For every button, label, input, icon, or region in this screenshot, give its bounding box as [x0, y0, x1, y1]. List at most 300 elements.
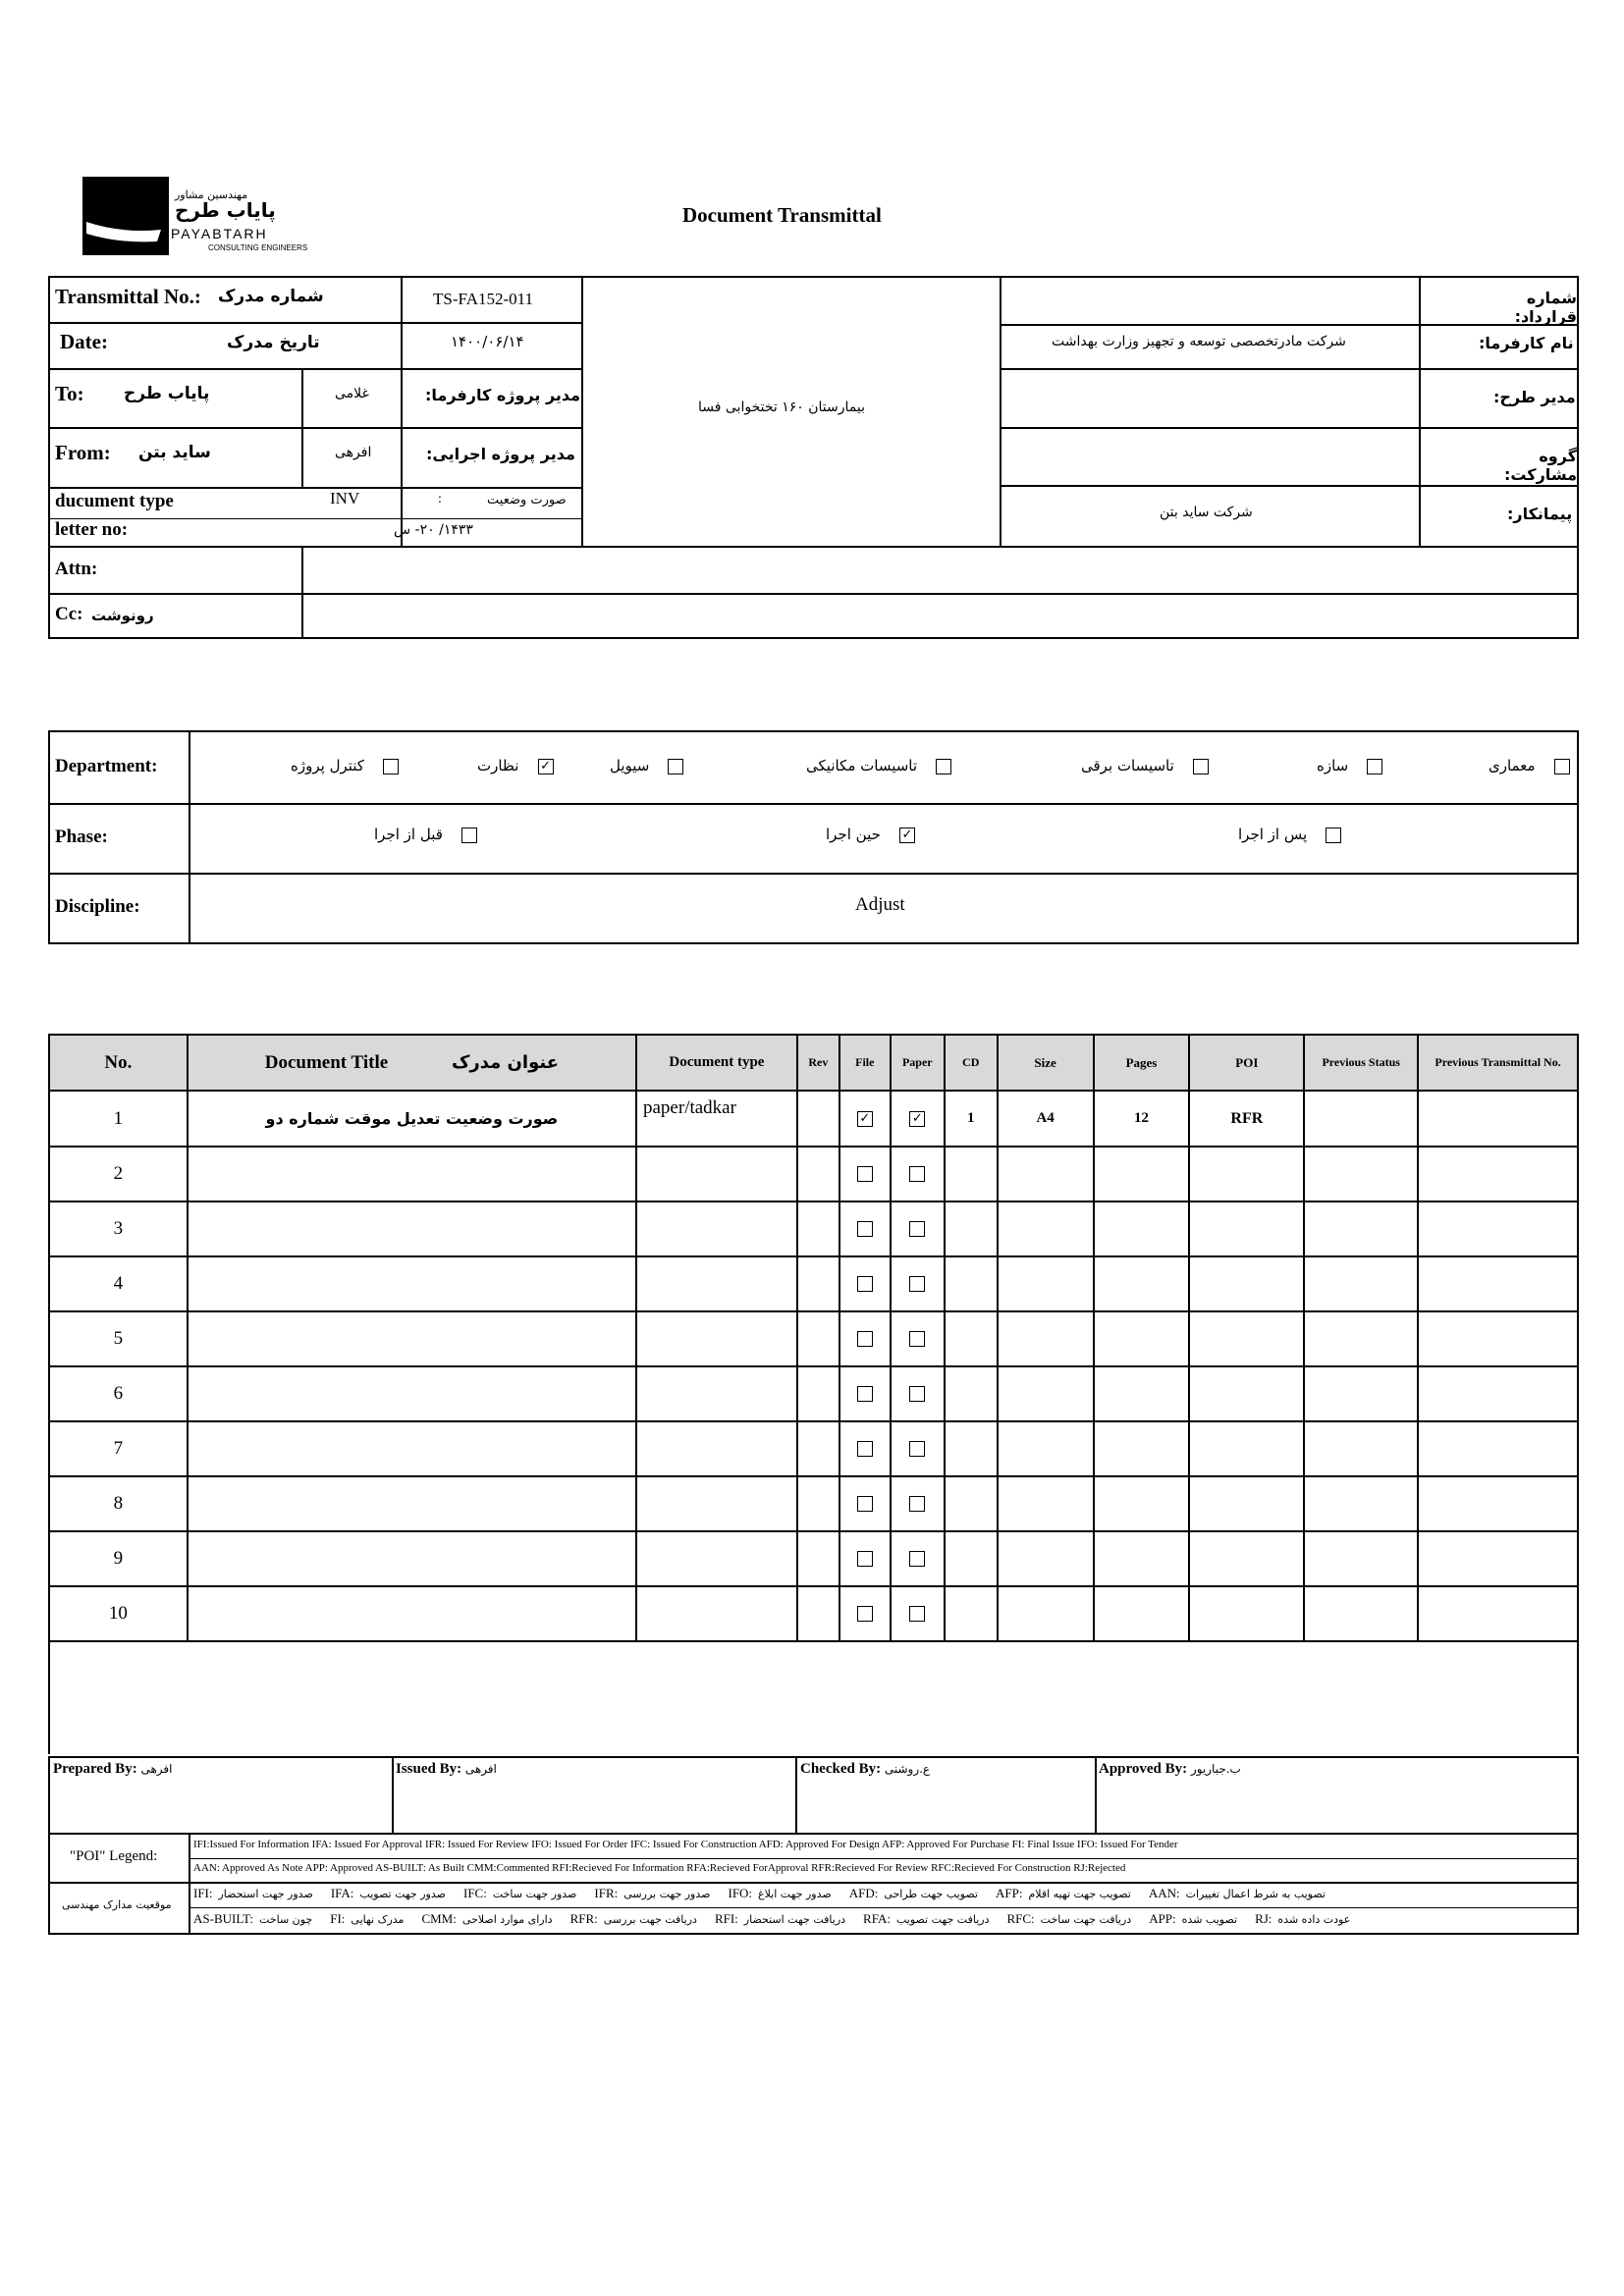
checkbox-icon[interactable] — [383, 759, 399, 774]
checked-by — [800, 1761, 930, 1778]
status-meaning: تصویب شده — [1181, 1913, 1238, 1926]
row-rev — [797, 1091, 839, 1147]
row-no-text: 2 — [113, 1163, 124, 1184]
row-paper — [891, 1531, 945, 1586]
status-meaning: دارای موارد اصلاحی — [461, 1913, 553, 1926]
checkbox-icon[interactable] — [909, 1551, 925, 1567]
row-prev-status — [1304, 1421, 1418, 1476]
status-code: IFI: — [193, 1886, 213, 1900]
from-person: افرهی — [335, 445, 372, 460]
status-code: AFD: — [848, 1886, 879, 1900]
phase-option-after[interactable] — [1238, 825, 1341, 843]
row-cd — [945, 1476, 998, 1531]
row-pages — [1094, 1476, 1190, 1531]
row-file — [839, 1147, 891, 1201]
row-pages — [1094, 1091, 1190, 1147]
status-legend-item — [849, 1886, 978, 1900]
row-paper — [891, 1147, 945, 1201]
status-legend-line1 — [193, 1886, 1343, 1901]
row-prev-status — [1304, 1366, 1418, 1421]
col-prev-status: Previous Status — [1304, 1035, 1418, 1091]
row-file — [839, 1586, 891, 1641]
row-prev-transmittal — [1418, 1256, 1578, 1311]
status-meaning: تصویب به شرط اعمال تغییرات — [1185, 1888, 1326, 1900]
phase-options — [197, 825, 1572, 852]
row-rev — [797, 1201, 839, 1256]
checked-value: ع.روشنی — [884, 1762, 931, 1776]
checkbox-checked-icon[interactable]: ✓ — [909, 1111, 925, 1127]
row-no-text: 5 — [113, 1328, 124, 1349]
row-prev-transmittal — [1418, 1201, 1578, 1256]
partner-label: گروه مشارکت: — [1503, 447, 1577, 484]
to-person: غلامی — [335, 386, 369, 401]
row-rev — [797, 1256, 839, 1311]
status-code: RFC: — [1006, 1911, 1035, 1926]
dept-label: تاسیسات برقی — [1081, 757, 1174, 774]
row-prev-status — [1304, 1201, 1418, 1256]
row-paper — [891, 1201, 945, 1256]
logo-en-name: PAYABTARH — [171, 226, 268, 241]
row-cd — [945, 1311, 998, 1366]
row-rev — [797, 1311, 839, 1366]
status-code: CMM: — [421, 1911, 457, 1926]
contractor-value: شرکت ساید بتن — [1160, 505, 1253, 520]
row-rev — [797, 1531, 839, 1586]
row-title — [188, 1256, 636, 1311]
row-type — [636, 1311, 797, 1366]
checkbox-icon[interactable] — [857, 1386, 873, 1402]
row-no — [49, 1531, 188, 1586]
phase-option-before[interactable] — [374, 825, 477, 843]
employer-label: نام کارفرما: — [1479, 334, 1574, 352]
table-row — [49, 1147, 1578, 1201]
status-meaning: دریافت جهت بررسی — [603, 1913, 697, 1926]
checkbox-icon[interactable] — [857, 1606, 873, 1622]
phase-label-text: حین اجرا — [826, 826, 881, 843]
row-prev-transmittal — [1418, 1476, 1578, 1531]
logo-mark-icon — [82, 177, 169, 255]
poi-legend-line2: AAN: Approved As Note APP: Approved AS-BUILT: As Built CMM:Commented RFI:Recieved For Information RFA:Recieved ForApproval RFR:Recieved For Review RFC:Recieved For Construction RJ:Rejected — [193, 1862, 1126, 1874]
status-legend-line2 — [193, 1911, 1368, 1927]
row-no — [49, 1147, 188, 1201]
row-title — [188, 1531, 636, 1586]
row-no — [49, 1256, 188, 1311]
checkbox-icon[interactable] — [857, 1166, 873, 1182]
row-title — [188, 1311, 636, 1366]
prepared-by — [53, 1761, 172, 1778]
row-paper — [891, 1311, 945, 1366]
row-type — [636, 1147, 797, 1201]
row-pages — [1094, 1311, 1190, 1366]
checked-label: Checked By: — [800, 1761, 882, 1777]
row-poi — [1189, 1311, 1304, 1366]
row-no — [49, 1091, 188, 1147]
row-prev-transmittal — [1418, 1531, 1578, 1586]
row-size — [998, 1586, 1094, 1641]
to-value: پایاب طرح — [124, 384, 210, 403]
status-meaning: صدور جهت تصویب — [359, 1888, 446, 1900]
doctype-colon: : — [438, 492, 442, 507]
issued-by — [396, 1761, 497, 1778]
logo-fa-name: پایاب طرح — [175, 198, 276, 222]
row-no-text: 8 — [113, 1493, 124, 1514]
row-title — [188, 1421, 636, 1476]
dept-option-structure[interactable] — [1317, 756, 1382, 774]
classification-section — [48, 730, 1579, 944]
row-poi — [1189, 1586, 1304, 1641]
status-meaning: صدور جهت بررسی — [623, 1888, 711, 1900]
checkbox-icon[interactable] — [909, 1386, 925, 1402]
status-code: RFR: — [569, 1911, 598, 1926]
phase-option-during[interactable] — [826, 825, 915, 843]
row-size — [998, 1256, 1094, 1311]
col-type: Document type — [636, 1035, 797, 1091]
status-meaning: دریافت جهت استحضار — [743, 1913, 846, 1926]
discipline-value: Adjust — [855, 894, 905, 915]
transmittal-label-fa: شماره مدرک — [218, 287, 324, 306]
col-prev-transmittal: Previous Transmittal No. — [1418, 1035, 1578, 1091]
row-size — [998, 1421, 1094, 1476]
row-no-text: 10 — [108, 1603, 128, 1624]
status-legend-item — [863, 1911, 989, 1926]
status-meaning: تصویب جهت تهیه اقلام — [1028, 1888, 1131, 1900]
status-legend-item — [330, 1911, 404, 1926]
row-size — [998, 1476, 1094, 1531]
row-no — [49, 1311, 188, 1366]
row-rev — [797, 1366, 839, 1421]
row-paper — [891, 1586, 945, 1641]
letter-label: letter no: — [55, 519, 129, 540]
doctype-fa: صورت وضعیت — [487, 493, 567, 507]
checkbox-icon[interactable] — [909, 1441, 925, 1457]
to-role: مدیر پروژه کارفرما: — [425, 386, 581, 404]
contract-label: شماره قرارداد: — [1514, 289, 1577, 326]
table-row — [49, 1421, 1578, 1476]
row-type — [636, 1201, 797, 1256]
contractor-label: پیمانکار: — [1507, 505, 1573, 523]
status-meaning: دریافت جهت ساخت — [1040, 1913, 1132, 1926]
checkbox-icon[interactable] — [1554, 759, 1570, 774]
col-pages: Pages — [1094, 1035, 1190, 1091]
doctype-label: ducument type — [55, 491, 174, 511]
transmittal-no: TS-FA152-011 — [433, 290, 533, 308]
row-poi — [1189, 1147, 1304, 1201]
poi-legend-label: "POI" Legend: — [70, 1848, 158, 1864]
row-type — [636, 1366, 797, 1421]
table-row — [49, 1256, 1578, 1311]
row-paper — [891, 1091, 945, 1147]
designer-label: مدیر طرح: — [1493, 388, 1576, 406]
status-legend-item — [193, 1911, 312, 1926]
project-name: بیمارستان ۱۶۰ تختخوابی فسا — [698, 400, 865, 415]
dept-option-civil[interactable] — [610, 756, 683, 774]
row-no — [49, 1201, 188, 1256]
row-no-text: 1 — [113, 1107, 124, 1129]
checkbox-icon[interactable] — [857, 1551, 873, 1567]
status-legend-item — [1255, 1911, 1350, 1926]
department-options — [197, 756, 1572, 783]
dept-label: معماری — [1489, 757, 1536, 774]
row-poi-text: RFR — [1230, 1109, 1264, 1127]
date-label: Date: — [60, 330, 108, 353]
checkbox-checked-icon[interactable]: ✓ — [857, 1111, 873, 1127]
table-row — [49, 1366, 1578, 1421]
status-legend-item — [463, 1886, 576, 1900]
status-code: RFI: — [714, 1911, 738, 1926]
row-pages — [1094, 1586, 1190, 1641]
row-cd — [945, 1091, 998, 1147]
status-code: AFP: — [996, 1886, 1023, 1900]
dept-option-architecture[interactable] — [1489, 756, 1570, 774]
row-poi — [1189, 1476, 1304, 1531]
status-legend-item — [1149, 1911, 1237, 1926]
table-row — [49, 1586, 1578, 1641]
row-size — [998, 1091, 1094, 1147]
checkbox-icon[interactable] — [857, 1221, 873, 1237]
status-legend-item — [715, 1911, 845, 1926]
row-file — [839, 1256, 891, 1311]
status-legend-item — [1006, 1911, 1131, 1926]
checkbox-icon[interactable] — [909, 1276, 925, 1292]
row-type — [636, 1256, 797, 1311]
row-pages — [1094, 1366, 1190, 1421]
status-code: IFO: — [728, 1886, 753, 1900]
phase-label-text: قبل از اجرا — [374, 826, 443, 843]
dept-option-supervision[interactable] — [477, 756, 554, 774]
row-cd — [945, 1147, 998, 1201]
row-title — [188, 1586, 636, 1641]
row-rev — [797, 1421, 839, 1476]
row-cd — [945, 1586, 998, 1641]
row-poi — [1189, 1256, 1304, 1311]
row-prev-status — [1304, 1256, 1418, 1311]
row-title-text: صورت وضعیت تعدیل موقت شماره دو — [265, 1109, 559, 1128]
table-row — [49, 1311, 1578, 1366]
status-meaning: صدور جهت ابلاغ — [758, 1888, 832, 1900]
checkbox-icon[interactable] — [857, 1496, 873, 1512]
checkbox-icon[interactable] — [936, 759, 951, 774]
row-poi — [1189, 1531, 1304, 1586]
row-prev-transmittal — [1418, 1421, 1578, 1476]
table-header-row — [49, 1035, 1578, 1091]
checkbox-icon[interactable] — [1367, 759, 1382, 774]
col-paper: Paper — [891, 1035, 945, 1091]
signatures-section — [48, 1756, 1579, 1835]
row-prev-transmittal — [1418, 1586, 1578, 1641]
status-legend-item — [331, 1886, 446, 1900]
col-title-fa: عنوان مدرک — [451, 1051, 560, 1073]
phase-label-text: پس از اجرا — [1238, 826, 1308, 843]
documents-rows — [49, 1091, 1578, 1641]
row-paper — [891, 1256, 945, 1311]
row-size — [998, 1311, 1094, 1366]
dept-label: کنترل پروژه — [291, 757, 364, 774]
date-label-fa: تاریخ مدرک — [227, 333, 320, 352]
letter-value: ۱۴۳۳/ ۲۰- س — [394, 522, 473, 538]
row-prev-status — [1304, 1586, 1418, 1641]
date-value: ۱۴۰۰/۰۶/۱۴ — [451, 333, 524, 350]
status-legend-label: موقعیت مدارک مهندسی — [62, 1898, 172, 1911]
phase-label: Phase: — [55, 827, 108, 847]
status-meaning: عودت داده شده — [1277, 1913, 1351, 1926]
dept-option-electrical[interactable] — [1081, 756, 1209, 774]
checkbox-icon[interactable] — [909, 1496, 925, 1512]
row-no-text: 3 — [113, 1218, 124, 1239]
row-size — [998, 1531, 1094, 1586]
cc-label: Cc: — [55, 604, 83, 624]
row-pages — [1094, 1147, 1190, 1201]
row-size-text: A4 — [1036, 1110, 1055, 1126]
from-value: ساید بتن — [138, 443, 211, 462]
checkbox-checked-icon[interactable]: ✓ — [899, 828, 915, 843]
checkbox-icon[interactable] — [461, 828, 477, 843]
col-poi: POI — [1189, 1035, 1304, 1091]
row-pages — [1094, 1256, 1190, 1311]
status-meaning: صدور جهت استحضار — [218, 1888, 313, 1900]
poi-legend-line1: IFI:Issued For Information IFA: Issued For Approval IFR: Issued For Review IFO: Issued For Order IFC: Issued For Construction AFD: Approved For Design AFP: Approved For Purchase FI: Final Issue IFO: Issued For Tender — [193, 1839, 1178, 1850]
row-pages — [1094, 1421, 1190, 1476]
row-prev-transmittal — [1418, 1311, 1578, 1366]
status-code: APP: — [1149, 1911, 1176, 1926]
approved-label: Approved By: — [1099, 1761, 1188, 1777]
dept-label: نظارت — [477, 757, 519, 774]
prepared-value: افرهی — [140, 1762, 173, 1776]
approved-by — [1099, 1761, 1241, 1778]
row-cd — [945, 1366, 998, 1421]
status-meaning: تصویب جهت طراحی — [884, 1888, 978, 1900]
row-paper — [891, 1366, 945, 1421]
row-pages — [1094, 1201, 1190, 1256]
row-size — [998, 1366, 1094, 1421]
status-meaning: چون ساخت — [259, 1913, 313, 1926]
row-rev — [797, 1147, 839, 1201]
checkbox-icon[interactable] — [909, 1166, 925, 1182]
row-type-text: paper/tadkar — [643, 1097, 736, 1118]
discipline-label: Discipline: — [55, 896, 140, 917]
col-size: Size — [998, 1035, 1094, 1091]
row-title — [188, 1476, 636, 1531]
checkbox-icon[interactable] — [909, 1606, 925, 1622]
row-cd-text: 1 — [966, 1110, 975, 1126]
checkbox-icon[interactable] — [1326, 828, 1341, 843]
row-cd — [945, 1256, 998, 1311]
col-no: No. — [49, 1035, 188, 1091]
status-code: AS-BUILT: — [193, 1911, 253, 1926]
row-file — [839, 1421, 891, 1476]
checkbox-icon[interactable] — [909, 1221, 925, 1237]
legend-section — [48, 1833, 1579, 1935]
row-title — [188, 1147, 636, 1201]
transmittal-label: Transmittal No.: — [55, 285, 201, 308]
row-prev-transmittal — [1418, 1366, 1578, 1421]
checkbox-checked-icon[interactable]: ✓ — [538, 759, 554, 774]
table-row — [49, 1476, 1578, 1531]
status-legend-item — [570, 1911, 697, 1926]
row-file — [839, 1476, 891, 1531]
logo-en-sub: CONSULTING ENGINEERS — [208, 243, 308, 252]
status-legend-item — [728, 1886, 831, 1900]
status-legend-item — [594, 1886, 710, 1900]
row-no-text: 6 — [113, 1383, 124, 1404]
status-legend-item — [996, 1886, 1131, 1900]
to-label: To: — [55, 382, 84, 405]
status-code: IFC: — [462, 1886, 487, 1900]
row-size — [998, 1147, 1094, 1201]
status-code: RFA: — [863, 1911, 891, 1926]
row-cd — [945, 1531, 998, 1586]
status-legend-item — [193, 1886, 313, 1900]
row-title — [188, 1366, 636, 1421]
checkbox-icon[interactable] — [857, 1441, 873, 1457]
row-title — [188, 1091, 636, 1147]
row-rev — [797, 1476, 839, 1531]
row-prev-transmittal — [1418, 1147, 1578, 1201]
status-code: RJ: — [1255, 1911, 1272, 1926]
row-paper — [891, 1476, 945, 1531]
dept-label: سازه — [1317, 757, 1349, 774]
status-meaning: صدور جهت ساخت — [492, 1888, 577, 1900]
row-no — [49, 1586, 188, 1641]
dept-label: تاسیسات مکانیکی — [806, 757, 918, 774]
col-rev: Rev — [797, 1035, 839, 1091]
checkbox-icon[interactable] — [909, 1331, 925, 1347]
row-no — [49, 1366, 188, 1421]
from-role: مدیر پروژه اجرایی: — [426, 445, 575, 463]
row-no-text: 7 — [113, 1438, 124, 1459]
documents-table — [48, 1034, 1579, 1754]
table-row — [49, 1531, 1578, 1586]
row-poi — [1189, 1201, 1304, 1256]
row-prev-status — [1304, 1476, 1418, 1531]
row-prev-status — [1304, 1531, 1418, 1586]
status-code: IFA: — [330, 1886, 354, 1900]
doctype-code: INV — [330, 489, 360, 507]
approved-value: ب.جباریور — [1190, 1762, 1241, 1776]
row-no-text: 9 — [113, 1548, 124, 1569]
row-file — [839, 1091, 891, 1147]
row-type — [636, 1586, 797, 1641]
col-title-en: Document Title — [264, 1051, 389, 1073]
logo-fa-top: مهندسین مشاور — [175, 188, 248, 201]
dept-label: سیویل — [610, 757, 650, 774]
status-legend-item — [421, 1911, 552, 1926]
row-poi — [1189, 1366, 1304, 1421]
dept-option-mechanical[interactable] — [806, 756, 951, 774]
row-no — [49, 1421, 188, 1476]
checkbox-icon[interactable] — [857, 1276, 873, 1292]
row-cd — [945, 1201, 998, 1256]
table-row — [49, 1201, 1578, 1256]
row-file — [839, 1366, 891, 1421]
row-prev-status — [1304, 1091, 1418, 1147]
col-title — [188, 1035, 636, 1091]
checkbox-icon[interactable] — [668, 759, 683, 774]
status-code: FI: — [330, 1911, 346, 1926]
issued-value: افرهی — [464, 1762, 497, 1776]
prepared-label: Prepared By: — [53, 1761, 137, 1777]
dept-option-project-control[interactable] — [291, 756, 399, 774]
row-file — [839, 1311, 891, 1366]
row-no-text: 4 — [113, 1273, 124, 1294]
checkbox-icon[interactable] — [857, 1331, 873, 1347]
issued-label: Issued By: — [396, 1761, 462, 1777]
row-prev-status — [1304, 1147, 1418, 1201]
checkbox-icon[interactable] — [1193, 759, 1209, 774]
department-label: Department: — [55, 756, 158, 776]
from-label: From: — [55, 441, 111, 464]
row-size — [998, 1201, 1094, 1256]
table-blank-area — [49, 1641, 1578, 1754]
